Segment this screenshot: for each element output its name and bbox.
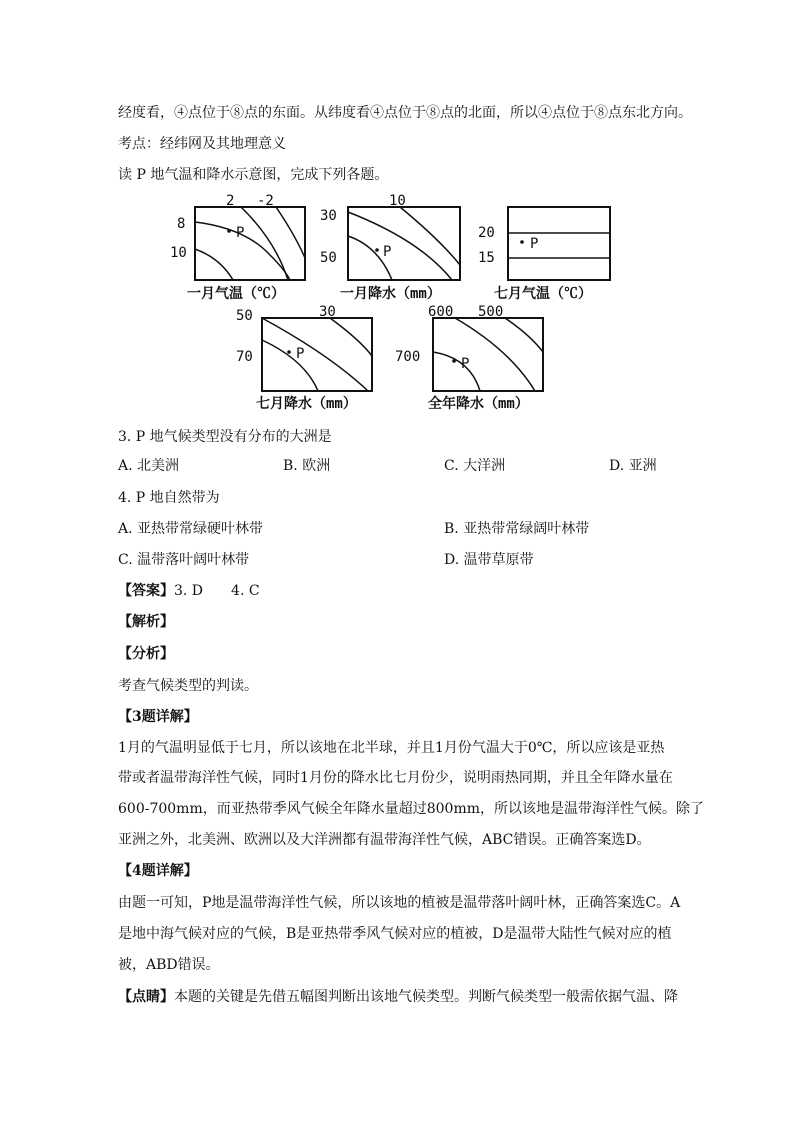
panel-jul-temp <box>478 207 610 302</box>
answer-text: 3. D 4. C <box>174 583 260 599</box>
answer-line <box>118 581 260 601</box>
panel-jan-temp <box>170 193 305 302</box>
kaodian: 考点：经纬网及其地理意义 <box>118 136 286 152</box>
dianjing-line <box>118 987 678 1007</box>
point-label: P <box>530 236 539 252</box>
axis-label: 10 <box>170 245 187 261</box>
d3-heading: 【3题详解】 <box>118 709 198 725</box>
q3-stem: 3. P 地气候类型没有分布的大洲是 <box>118 429 332 445</box>
dianjing-tag: 【点睛】 <box>118 989 174 1005</box>
panel-annual-precip <box>395 304 543 412</box>
d4-line: 由题一可知，P地是温带海洋性气候，所以该地的植被是温带落叶阔叶林，正确答案选C。A <box>118 895 681 911</box>
q3-option-b: B. 欧洲 <box>283 458 331 474</box>
axis-label: -2 <box>257 193 274 209</box>
point-label: P <box>236 225 245 241</box>
q3-option-a: A. 北美洲 <box>118 458 180 474</box>
panel-title: 七月降水（mm） <box>256 396 357 412</box>
point-label: P <box>383 244 392 260</box>
axis-label: 50 <box>320 250 337 266</box>
axis-label: 8 <box>177 216 186 232</box>
panel-jul-precip <box>236 304 372 412</box>
read-instruction: 读 P 地气温和降水示意图，完成下列各题。 <box>118 167 389 183</box>
axis-label: 50 <box>236 308 253 324</box>
axis-label: 500 <box>478 304 504 320</box>
axis-label: 700 <box>395 349 421 365</box>
panel-title: 七月气温（℃） <box>494 286 592 302</box>
q4-option-a: A. 亚热带常绿硬叶林带 <box>118 521 264 537</box>
axis-label: 30 <box>319 304 336 320</box>
d4-line: 被，ABD错误。 <box>118 957 220 973</box>
axis-label: 15 <box>478 250 495 266</box>
axis-label: 600 <box>428 304 454 320</box>
fenxi-text: 考查气候类型的判读。 <box>118 678 258 694</box>
point-label: P <box>461 356 470 372</box>
d3-line: 带或者温带海洋性气候，同时1月份的降水比七月份少，说明雨热同期，并且全年降水量在 <box>118 770 673 786</box>
answer-tag: 【答案】 <box>118 583 174 599</box>
d3-line: 亚洲之外，北美洲、欧洲以及大洋洲都有温带海洋性气候，ABC错误。正确答案选D。 <box>118 832 651 848</box>
panel-title: 一月降水（mm） <box>340 286 441 302</box>
point-label: P <box>296 346 305 362</box>
q3-option-c: C. 大洋洲 <box>444 458 506 474</box>
q4-option-d: D. 温带草原带 <box>444 552 534 568</box>
intro-line: 经度看，④点位于⑧点的东面。从纬度看④点位于⑧点的北面，所以④点位于⑧点东北方向。 <box>118 105 692 121</box>
fenxi-heading: 【分析】 <box>118 646 174 662</box>
axis-label: 2 <box>226 193 235 209</box>
d4-heading: 【4题详解】 <box>118 863 198 879</box>
dianjing-text: 本题的关键是先借五幅图判断出该地气候类型。判断气候类型一般需依据气温、降 <box>174 989 678 1005</box>
axis-label: 10 <box>389 193 406 209</box>
q4-stem: 4. P 地自然带为 <box>118 490 220 506</box>
q4-option-c: C. 温带落叶阔叶林带 <box>118 552 250 568</box>
d3-line: 600-700mm，而亚热带季风气候全年降水量超过800mm，所以该地是温带海洋性气候。除了 <box>118 801 704 817</box>
d3-line: 1月的气温明显低于七月，所以该地在北半球，并且1月份气温大于0℃，所以应该是亚热 <box>118 740 665 756</box>
panel-jan-precip <box>320 193 460 302</box>
q3-option-d: D. 亚洲 <box>609 458 657 474</box>
panel-title: 全年降水（mm） <box>428 396 529 412</box>
panel-title: 一月气温（℃） <box>187 286 285 302</box>
q4-option-b: B. 亚热带常绿阔叶林带 <box>444 521 590 537</box>
axis-label: 20 <box>478 225 495 241</box>
axis-label: 30 <box>320 208 337 224</box>
axis-label: 70 <box>236 349 253 365</box>
jiexi-heading: 【解析】 <box>118 614 174 630</box>
d4-line: 是地中海气候对应的气候，B是亚热带季风气候对应的植被，D是温带大陆性气候对应的植 <box>118 926 672 942</box>
